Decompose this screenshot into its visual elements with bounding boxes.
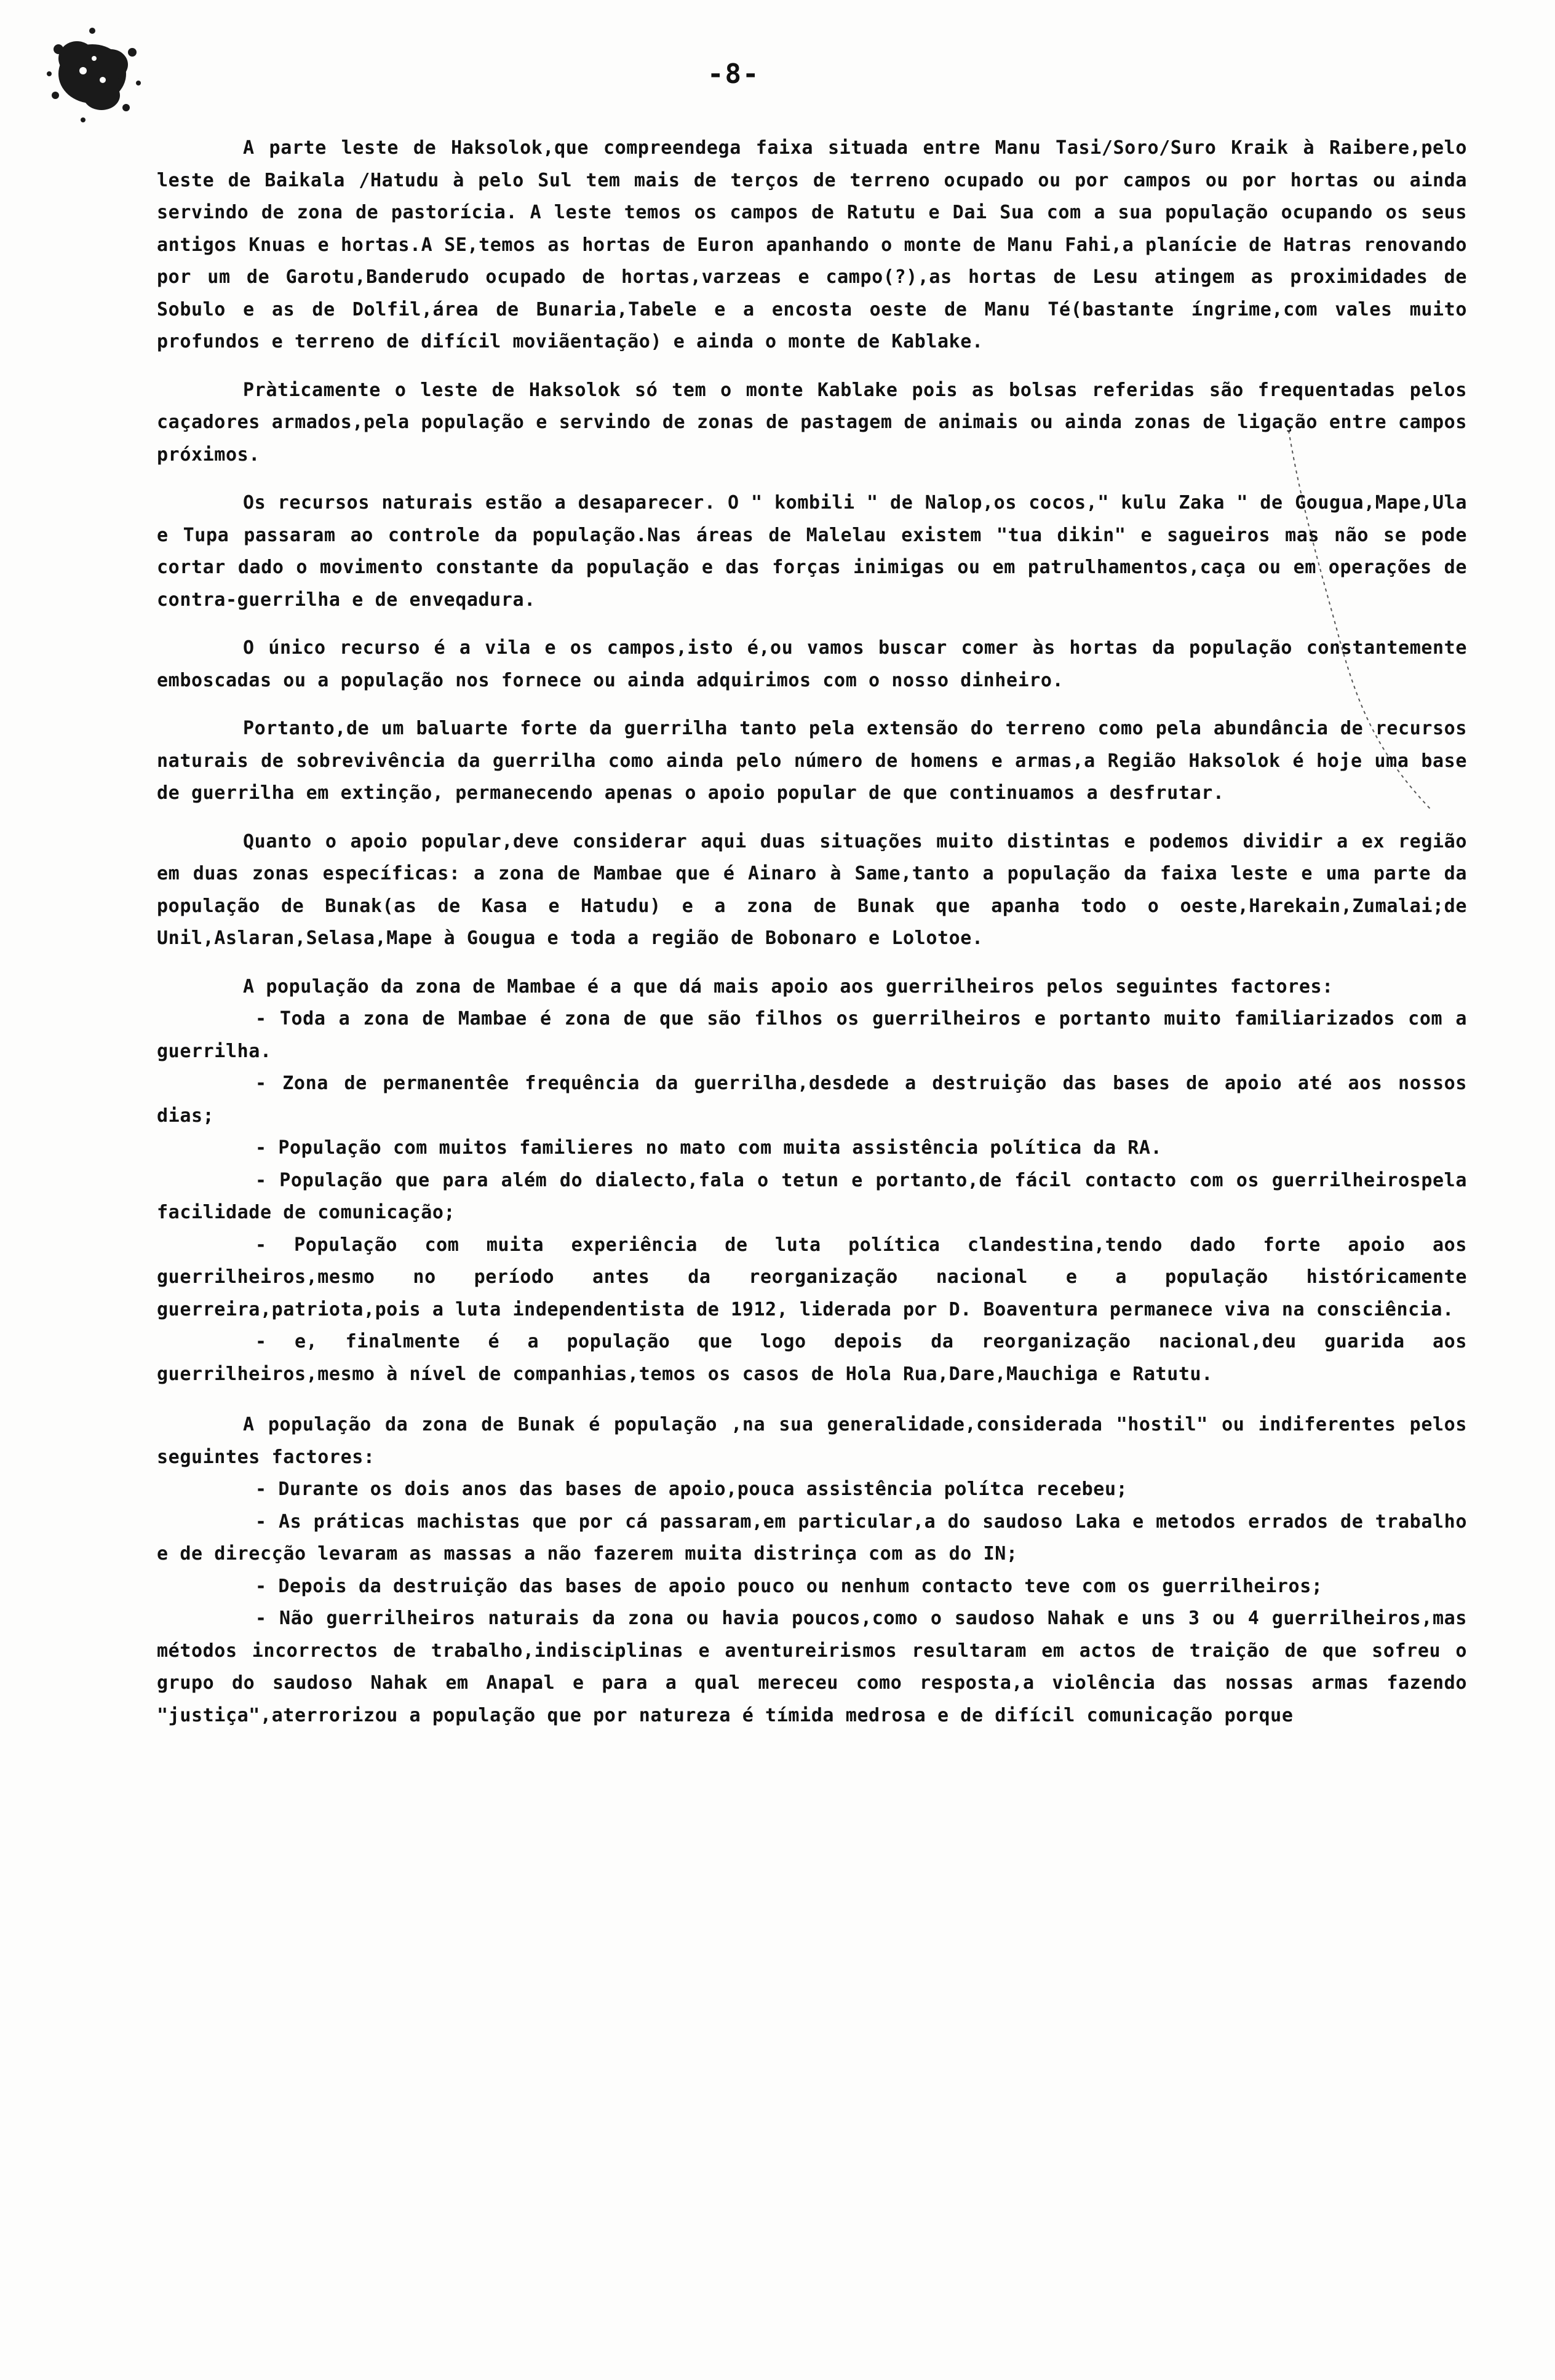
list-item: - Não guerrilheiros naturais da zona ou havia poucos,como o saudoso Nahak e uns 3 ou 4 guerrilheiros,mas métodos incorrectos de trabalho,indisciplinas e aventureirismos resultaram em actos de traição de que sofreu o grupo do saudoso Nahak em Anapal e para a qual mereceu como resposta,a violência das nossas armas fazendo "justiça",aterrorizou a população que por natureza é tímida medrosa e de difícil comunicação porque <box>157 1608 1467 1726</box>
list-item: - e, finalmente é a população que logo depois da reorganização nacional,deu guarida aos guerrilheiros,mesmo à nível de companhias,temos os casos de Hola Rua,Dare,Mauchiga e Ratutu. <box>157 1331 1467 1385</box>
paragraph: O único recurso é a vila e os campos,isto é,ou vamos buscar comer às hortas da população constantemente emboscadas ou a população nos fornece ou ainda adquirimos com o nosso dinheiro. <box>157 637 1467 691</box>
list-item: - Toda a zona de Mambae é zona de que são filhos os guerrilheiros e portanto muito familiarizados com a guerrilha. <box>157 1008 1467 1062</box>
list-item: - As práticas machistas que por cá passaram,em particular,a do saudoso Laka e metodos errados de trabalho e de direcção levaram as massas a não fazerem muita distrinça com as do IN; <box>157 1510 1467 1565</box>
document-body <box>157 132 1467 1732</box>
page-number: -8- <box>707 58 760 90</box>
paragraph: A parte leste de Haksolok,que compreendega faixa situada entre Manu Tasi/Soro/Suro Kraik à Raibere,pelo leste de Baikala /Hatudu à pelo Sul tem mais de terços de terreno ocupado ou por campos ou por hortas ou ainda servindo de zona de pastorícia. A leste temos os campos de Ratutu e Dai Sua com a sua população ocupando os seus antigos Knuas e hortas.A SE,temos as hortas de Euron apanhando o monte de Manu Fahi,a planície de Hatras renovando por um de Garotu,Banderudo ocupado de hortas,varzeas e campo(?),as hortas de Lesu atingem as proximidades de Sobulo e as de Dolfil,área de Bunaria,Tabele e a encosta oeste de Manu Té(bastante íngrime,com vales muito profundos e terreno de difícil moviãentação) e ainda o monte de Kablake. <box>157 137 1467 352</box>
list-item: - Zona de permanentêe frequência da guerrilha,desdede a destruição das bases de apoio até aos nossos dias; <box>157 1073 1467 1127</box>
list-item: - População que para além do dialecto,fala o tetun e portanto,de fácil contacto com os guerrilheirospela facilidade de comunicação; <box>157 1169 1467 1223</box>
list-item: - Depois da destruição das bases de apoio pouco ou nenhum contacto teve com os guerrilheiros; <box>255 1575 1323 1597</box>
mambae-factor-list <box>157 1003 1467 1390</box>
list-item: - Durante os dois anos das bases de apoio,pouca assistência polítca recebeu; <box>255 1478 1128 1500</box>
bunak-factor-list <box>157 1474 1467 1732</box>
paragraph: Os recursos naturais estão a desaparecer. O " kombili " de Nalop,os cocos," kulu Zaka " de Gougua,Mape,Ula e Tupa passaram ao controle da população.Nas áreas de Malelau existem "tua dikin" e sagueiros mas não se pode cortar dado o movimento constante da população e das forças inimigas ou em patrulhamentos,caça ou em operações de contra-guerrilha e de enveqadura. <box>157 492 1467 611</box>
paragraph: Quanto o apoio popular,deve considerar aqui duas situações muito distintas e podemos dividir a ex região em duas zonas específicas: a zona de Mambae que é Ainaro à Same,tanto a população da faixa leste e uma parte da população de Bunak(as de Kasa e Hatudu) e a zona de Bunak que apanha todo o oeste,Harekain,Zumalai;de Unil,Aslaran,Selasa,Mape à Gougua e toda a região de Bobonaro e Lolotoe. <box>157 830 1467 949</box>
paragraph: Pràticamente o leste de Haksolok só tem o monte Kablake pois as bolsas referidas são frequentadas pelos caçadores armados,pela população e servindo de zonas de pastagem de animais ou ainda zonas de ligação entre campos próximos. <box>157 379 1467 466</box>
paragraph: A população da zona de Mambae é a que dá mais apoio aos guerrilheiros pelos seguintes factores: <box>243 975 1334 998</box>
list-item: - População com muitos familieres no mato com muita assistência política da RA. <box>255 1137 1163 1159</box>
ink-stain-mark <box>34 15 151 132</box>
paragraph: A população da zona de Bunak é população ,na sua generalidade,considerada "hostil" ou indiferentes pelos seguintes factores: <box>157 1414 1467 1468</box>
list-item: - População com muita experiência de luta política clandestina,tendo dado forte apoio aos guerrilheiros,mesmo no período antes da reorganização nacional e a população históricamente guerreira,patriota,pois a luta independentista de 1912, liderada por D. Boaventura permanece viva na consciência. <box>157 1234 1467 1320</box>
paragraph: Portanto,de um baluarte forte da guerrilha tanto pela extensão do terreno como pela abundância de recursos naturais de sobrevivência da guerrilha como ainda pelo número de homens e armas,a Região Haksolok é hoje uma base de guerrilha em extinção, permanecendo apenas o apoio popular de que continuamos a desfrutar. <box>157 718 1467 804</box>
